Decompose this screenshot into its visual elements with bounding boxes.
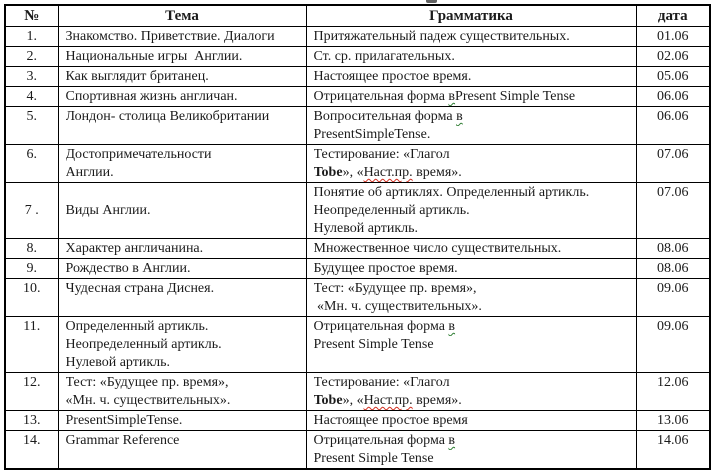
cell-text-line [314,146,634,164]
cell-text-line [314,298,634,316]
topic-cell [58,317,306,373]
date-cell: 05.06 [636,67,710,87]
text-segment: Grammar Reference [65,433,180,448]
row-number-cell: 8. [5,239,58,259]
table-row [5,107,710,145]
lesson-schedule-table [4,4,711,470]
column-header-number: № [5,5,58,27]
text-segment: Тест: «Будущее пр. время», [313,281,477,296]
cell-text-line [314,240,634,258]
grammar-cell [306,411,636,431]
text-segment: », « [342,165,364,180]
cell-text-line [66,202,304,220]
text-segment: Тест: «Будущее пр. время», [65,375,229,390]
text-segment: Отрицательная форма [313,433,449,448]
topic-cell [58,87,306,107]
column-header-date: дата [636,5,710,27]
text-segment: Нулевой артикль. [313,221,419,236]
row-number-cell: 2. [5,47,58,67]
cell-text-line [66,374,304,392]
cell-text-line [314,68,634,86]
row-number-cell: 5. [5,107,58,145]
cell-text-line [66,318,304,336]
table-body [5,27,710,470]
cell-text-line [314,108,634,126]
cell-text-line [314,336,634,354]
cell-text-line [66,88,304,106]
row-number-cell: 13. [5,411,58,431]
text-segment: «Мн. ч. существительных». [65,393,231,408]
text-segment: Tobe [313,393,343,408]
topic-cell [58,373,306,411]
text-segment: Достопримечательности [65,147,212,162]
text-segment: Как выглядит британец. [65,69,209,84]
cell-text-line [66,336,304,354]
table-row [5,259,710,279]
cell-text-line [314,450,634,468]
row-number-cell: 3. [5,67,58,87]
text-segment: «Мн. ч. существительных». [313,299,482,314]
table-row [5,87,710,107]
text-segment: Лондон- столица Великобритании [65,109,270,124]
row-number-cell: 7 . [5,183,58,239]
row-number-cell: 11. [5,317,58,373]
topic-cell [58,259,306,279]
cell-text-line [314,220,634,238]
text-segment: Англии. [65,165,114,180]
text-segment: Отрицательная форма [313,319,449,334]
date-cell: 09.06 [636,317,710,373]
grammar-cell [306,87,636,107]
row-number-cell: 4. [5,87,58,107]
cell-text-line [66,28,304,46]
date-cell: 13.06 [636,411,710,431]
clipped-text-artifact [426,0,437,3]
row-number-cell: 6. [5,145,58,183]
cell-text-line [66,108,304,126]
row-number-cell: 12. [5,373,58,411]
cell-text-line [66,432,304,450]
text-segment: Национальные игры Англии. [65,49,243,64]
text-segment: Виды Англии. [65,203,151,218]
topic-cell [58,67,306,87]
cell-text-line [314,88,634,106]
cell-text-line [314,48,634,66]
misspelled-text-segment: Наст.пр. [363,393,413,408]
topic-cell [58,239,306,259]
cell-text-line [66,146,304,164]
cell-text-line [66,240,304,258]
topic-cell [58,47,306,67]
cell-text-line [66,412,304,430]
text-segment: Ст. ср. прилагательных. [313,49,455,64]
text-segment: PresentSimpleTense. [65,413,183,428]
table-row [5,239,710,259]
text-segment: Определенный артикль. [65,319,209,334]
text-segment: Неопределенный артикль. [313,203,470,218]
cell-text-line [314,126,634,144]
misspelled-text-segment: в [456,109,463,124]
table-row [5,431,710,470]
text-segment: Притяжательный падеж существительных. [313,29,570,44]
cell-text-line [314,184,634,202]
grammar-cell [306,317,636,373]
misspelled-text-segment: в [448,433,456,448]
text-segment: Знакомство. Приветствие. Диалоги [65,29,275,44]
grammar-cell [306,67,636,87]
cell-text-line [314,28,634,46]
row-number-cell: 14. [5,431,58,470]
cell-text-line [314,260,634,278]
text-segment: время». [412,165,462,180]
text-segment: Множественное число существительных. [313,241,562,256]
table-row [5,373,710,411]
cell-text-line [66,280,304,298]
cell-text-line [314,202,634,220]
column-header-grammar: Грамматика [306,5,636,27]
row-number-cell: 9. [5,259,58,279]
topic-cell [58,145,306,183]
date-cell: 07.06 [636,183,710,239]
text-segment: Present Simple Tense [313,451,434,466]
column-header-topic: Тема [58,5,306,27]
misspelled-text-segment: Наст.пр. [363,165,413,180]
text-segment: Тестирование: «Глагол [313,375,450,390]
cell-text-line [66,164,304,182]
grammar-cell [306,145,636,183]
topic-cell [58,183,306,239]
date-cell: 08.06 [636,239,710,259]
cell-text-line [314,318,634,336]
text-segment: Характер англичанина. [65,241,204,256]
grammar-cell [306,373,636,411]
text-segment: Неопределенный артикль. [65,337,222,352]
text-segment: Понятие об артиклях. Определенный артикль. [313,185,590,200]
topic-cell [58,279,306,317]
cell-text-line [314,412,634,430]
grammar-cell [306,259,636,279]
misspelled-text-segment: в [448,89,456,104]
text-segment: Тестирование: «Глагол [313,147,450,162]
cell-text-line [314,374,634,392]
table-row [5,27,710,47]
date-cell: 02.06 [636,47,710,67]
text-segment: Спортивная жизнь англичан. [65,89,238,104]
table-row [5,279,710,317]
date-cell: 08.06 [636,259,710,279]
text-segment: время». [412,393,462,408]
cell-text-line [314,280,634,298]
grammar-cell [306,279,636,317]
date-cell: 06.06 [636,87,710,107]
text-segment: Отрицательная форма [313,89,449,104]
cell-text-line [66,354,304,372]
table-row [5,317,710,373]
topic-cell [58,431,306,470]
cell-text-line [66,48,304,66]
grammar-cell [306,183,636,239]
date-cell: 14.06 [636,431,710,470]
topic-cell [58,107,306,145]
cell-text-line [314,432,634,450]
table-row [5,145,710,183]
text-segment: Чудесная страна Диснея. [65,281,215,296]
date-cell: 07.06 [636,145,710,183]
date-cell: 12.06 [636,373,710,411]
text-segment: Рождество в Англии. [65,261,191,276]
text-segment: Present Simple Tense [455,89,576,104]
text-segment: Настоящее простое время [313,413,468,428]
text-segment: Нулевой артикль. [65,355,171,370]
text-segment: Вопросительная форма [313,109,457,124]
text-segment: Настоящее простое время. [313,69,472,84]
topic-cell [58,411,306,431]
cell-text-line [66,68,304,86]
text-segment: Будущее простое время. [313,261,458,276]
date-cell: 09.06 [636,279,710,317]
grammar-cell [306,239,636,259]
date-cell: 01.06 [636,27,710,47]
text-segment: Present Simple Tense [313,337,434,352]
grammar-cell [306,47,636,67]
grammar-cell [306,27,636,47]
table-row [5,183,710,239]
header-row [5,5,710,27]
table-row [5,47,710,67]
text-segment: Tobe [313,165,343,180]
table-row [5,411,710,431]
text-segment: », « [342,393,364,408]
row-number-cell: 1. [5,27,58,47]
cell-text-line [66,260,304,278]
cell-text-line [314,392,634,410]
cell-text-line [314,164,634,182]
misspelled-text-segment: в [448,319,456,334]
date-cell: 06.06 [636,107,710,145]
cell-text-line [66,392,304,410]
topic-cell [58,27,306,47]
grammar-cell [306,431,636,470]
table-row [5,67,710,87]
text-segment: PresentSimpleTense. [313,127,431,142]
row-number-cell: 10. [5,279,58,317]
grammar-cell [306,107,636,145]
